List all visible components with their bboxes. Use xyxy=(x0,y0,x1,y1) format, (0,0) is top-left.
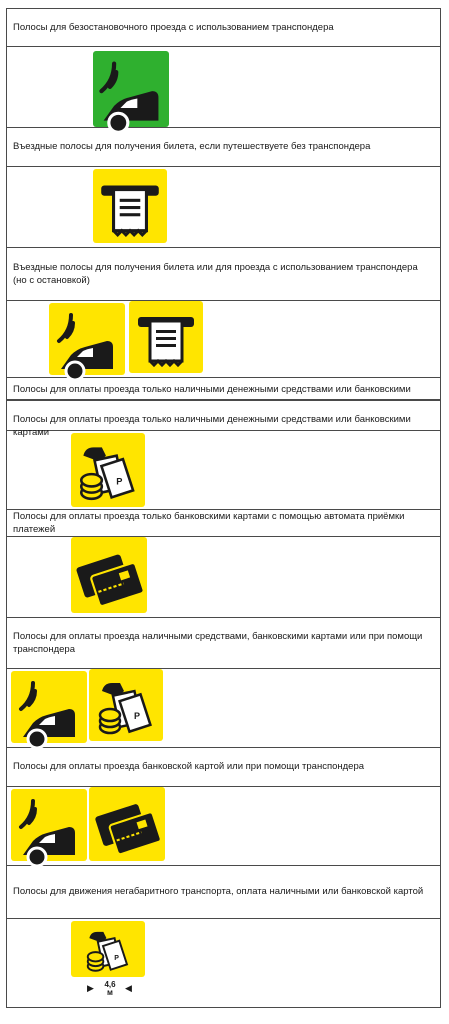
bank-card-icon xyxy=(89,787,165,861)
row-label xyxy=(7,401,440,438)
cash-coins-icon xyxy=(71,921,145,977)
row-text: Полосы для оплаты проезда наличными средствами, банковскими картами или при помощи транспондера xyxy=(13,630,423,655)
row-text: Полосы для оплаты проезда только наличными денежными средствами или банковскими картами xyxy=(13,414,411,438)
row-sign xyxy=(7,537,440,618)
transponder-car-icon xyxy=(49,303,125,375)
transponder-car-icon xyxy=(11,671,87,743)
lanes-table-bottom xyxy=(6,400,441,1008)
width-value xyxy=(95,981,125,997)
row-sign xyxy=(7,919,440,1007)
row-text: Полосы для безостановочного проезда с использованием транспондера xyxy=(13,22,334,33)
row-text: Въездные полосы для получения билета, если путешествуете без транспондера xyxy=(13,141,371,152)
row-label xyxy=(7,747,440,787)
row-text: Въездные полосы для получения билета или для проезда с использованием транспондера (но с остановкой) xyxy=(13,261,418,286)
row-label xyxy=(7,617,440,669)
ticket-machine-icon xyxy=(93,169,167,243)
row-text: Полосы для движения негабаритного транспорта, оплата наличными или банковской картой xyxy=(13,886,424,897)
ticket-machine-icon xyxy=(129,301,203,373)
row-label xyxy=(7,383,440,399)
row-text: Полосы для оплаты проезда банковской картой или при помощи транспондера xyxy=(13,761,365,772)
transponder-car-icon xyxy=(93,51,169,127)
row-sign xyxy=(7,787,440,866)
row-label xyxy=(7,247,440,301)
dimension-unit: м xyxy=(107,988,113,997)
bank-card-icon xyxy=(71,537,147,613)
transponder-car-icon xyxy=(11,789,87,861)
row-text-cut: Полосы для оплаты проезда только наличными денежными средствами или банковскими xyxy=(13,384,411,395)
row-sign xyxy=(7,669,440,748)
arrow-left-icon: ◀ xyxy=(125,983,132,993)
cash-coins-icon xyxy=(89,669,163,741)
row-text: Полосы для оплаты проезда только банковскими картами с помощью автомата приёмки платежей xyxy=(13,510,405,535)
row-label xyxy=(7,865,440,919)
row-sign xyxy=(7,301,440,378)
row-sign xyxy=(7,431,440,510)
row-label xyxy=(7,127,440,167)
row-label xyxy=(7,9,440,47)
row-sign xyxy=(7,47,440,128)
row-sign xyxy=(7,167,440,248)
row-label xyxy=(7,509,440,537)
lanes-table-top xyxy=(6,8,441,400)
dimension-value: 4,6 xyxy=(104,980,116,989)
arrow-right-icon: ▶ xyxy=(87,983,94,993)
cash-coins-icon xyxy=(71,433,145,507)
